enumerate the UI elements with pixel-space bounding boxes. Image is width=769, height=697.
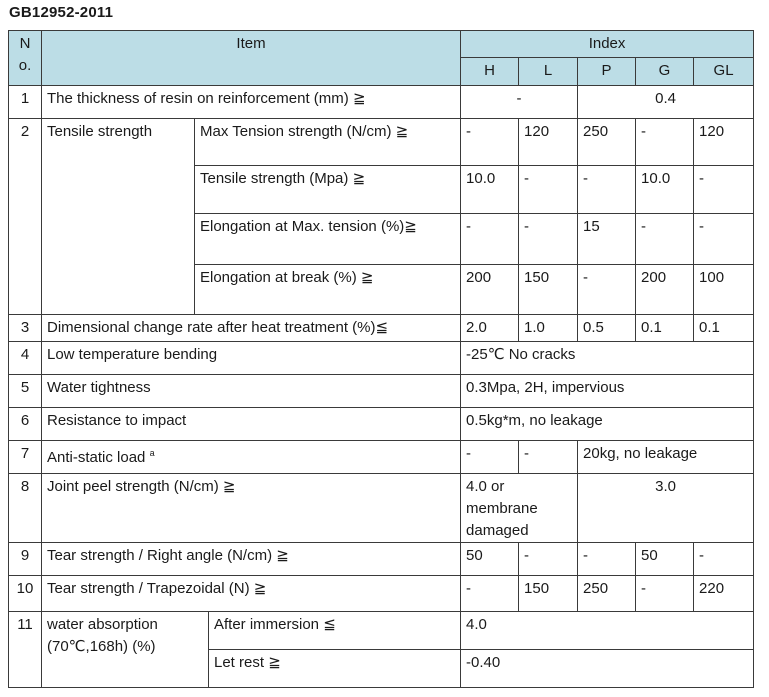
item-label: Joint peel strength (N/cm) ≧ (42, 474, 461, 543)
value-h: - (461, 119, 519, 166)
header-item: Item (42, 31, 461, 86)
table-row (9, 375, 754, 408)
row-number: 7 (9, 441, 42, 474)
sub-item-label: Tensile strength (Mpa) ≧ (195, 166, 461, 214)
value-g: - (636, 576, 694, 612)
table-row (9, 408, 754, 441)
value-g: 0.1 (636, 315, 694, 342)
value-gl: - (694, 543, 754, 576)
spec-table (8, 30, 754, 688)
value-p: - (578, 265, 636, 315)
value-l: 120 (519, 119, 578, 166)
value-p-g-gl: 3.0 (578, 474, 754, 543)
header-row-1 (9, 31, 754, 58)
sub-item-label: Elongation at Max. tension (%)≧ (195, 214, 461, 265)
page-title: GB12952-2011 (9, 4, 114, 21)
value-g: - (636, 214, 694, 265)
table-row (9, 543, 754, 576)
item-label: Water tightness (42, 375, 461, 408)
item-label-text: Anti-static load (47, 449, 146, 466)
item-label: Resistance to impact (42, 408, 461, 441)
value-h: - (461, 214, 519, 265)
sub-item-label: Max Tension strength (N/cm) ≧ (195, 119, 461, 166)
table-row (9, 474, 754, 543)
row-number: 9 (9, 543, 42, 576)
value-h-l (461, 474, 578, 543)
table-row (9, 342, 754, 375)
value-gl: - (694, 166, 754, 214)
grade-g: G (636, 58, 694, 86)
value-l: - (519, 441, 578, 474)
row-number: 8 (9, 474, 42, 543)
value-all-grades: 4.0 (461, 612, 754, 650)
value-g: 200 (636, 265, 694, 315)
grade-h: H (461, 58, 519, 86)
value-p-g-gl: 20kg, no leakage (578, 441, 754, 474)
value-p: - (578, 543, 636, 576)
value-p-g-gl: 0.4 (578, 86, 754, 119)
sub-item-label: Let rest ≧ (209, 650, 461, 688)
value-h-l: - (461, 86, 578, 119)
value-l: - (519, 214, 578, 265)
row-number: 6 (9, 408, 42, 441)
value-l: - (519, 543, 578, 576)
value-all-grades: 0.3Mpa, 2H, impervious (461, 375, 754, 408)
value-h: 2.0 (461, 315, 519, 342)
table-row (9, 119, 754, 166)
value-h: 10.0 (461, 166, 519, 214)
header-no: N o. (9, 31, 42, 86)
sub-item-label: After immersion ≦ (209, 612, 461, 650)
table-row (9, 315, 754, 342)
table-row (9, 612, 754, 650)
grade-p: P (578, 58, 636, 86)
item-label: Tensile strength (42, 119, 195, 315)
item-label: Low temperature bending (42, 342, 461, 375)
header-index: Index (461, 31, 754, 58)
value-p: 0.5 (578, 315, 636, 342)
value-l: 150 (519, 576, 578, 612)
sub-item-label: Elongation at break (%) ≧ (195, 265, 461, 315)
value-gl: 120 (694, 119, 754, 166)
value-gl: - (694, 214, 754, 265)
value-gl: 100 (694, 265, 754, 315)
grade-gl: GL (694, 58, 754, 86)
value-l: - (519, 166, 578, 214)
value-all-grades: -25℃ No cracks (461, 342, 754, 375)
value-gl: 0.1 (694, 315, 754, 342)
value-l: 150 (519, 265, 578, 315)
value-h: - (461, 576, 519, 612)
row-number: 10 (9, 576, 42, 612)
value-p: - (578, 166, 636, 214)
value-l: 1.0 (519, 315, 578, 342)
item-label: The thickness of resin on reinforcement (mm) ≧ (42, 86, 461, 119)
value-h: - (461, 441, 519, 474)
row-number: 1 (9, 86, 42, 119)
value-g: 10.0 (636, 166, 694, 214)
value-p: 250 (578, 119, 636, 166)
footnote-marker: a (149, 448, 155, 458)
value-g: - (636, 119, 694, 166)
value-p: 15 (578, 214, 636, 265)
row-number: 4 (9, 342, 42, 375)
grade-l: L (519, 58, 578, 86)
row-number: 3 (9, 315, 42, 342)
table-row (9, 441, 754, 474)
table-row (9, 86, 754, 119)
value-p: 250 (578, 576, 636, 612)
value-all-grades: -0.40 (461, 650, 754, 688)
value-gl: 220 (694, 576, 754, 612)
row-number: 5 (9, 375, 42, 408)
row-number: 2 (9, 119, 42, 315)
value-g: 50 (636, 543, 694, 576)
value-h: 50 (461, 543, 519, 576)
value-h-l-text: 4.0 or membrane damaged (466, 478, 538, 539)
item-label: Tear strength / Right angle (N/cm) ≧ (42, 543, 461, 576)
item-label: water absorption (70℃,168h) (%) (42, 612, 209, 688)
item-label: Tear strength / Trapezoidal (N) ≧ (42, 576, 461, 612)
item-label: Dimensional change rate after heat treatment (%)≦ (42, 315, 461, 342)
table-row (9, 576, 754, 612)
row-number: 11 (9, 612, 42, 688)
value-all-grades: 0.5kg*m, no leakage (461, 408, 754, 441)
item-label (42, 441, 461, 474)
value-h: 200 (461, 265, 519, 315)
